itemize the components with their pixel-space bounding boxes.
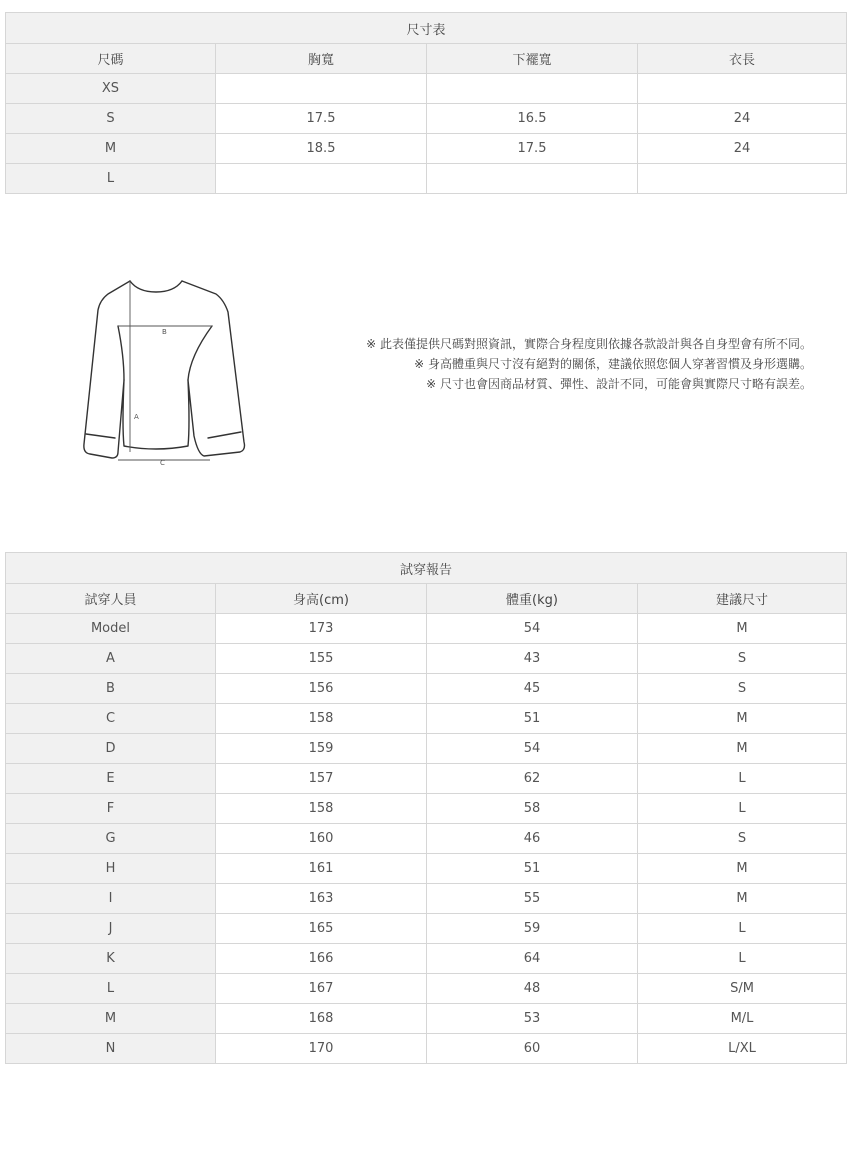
- row-label-cell: B: [6, 674, 216, 704]
- table-cell: M: [638, 884, 847, 914]
- table-cell: [638, 164, 847, 194]
- size-note-1: ※ 此表僅提供尺碼對照資訊，實際合身程度則依據各款設計與各自身型會有所不同。: [366, 337, 812, 351]
- table-cell: 59: [427, 914, 638, 944]
- fit-report-row: [6, 1004, 847, 1034]
- row-label-cell: F: [6, 794, 216, 824]
- table-cell: 18.5: [216, 134, 427, 164]
- table-cell: L: [638, 794, 847, 824]
- fit-report-row: [6, 854, 847, 884]
- table-cell: L: [638, 914, 847, 944]
- fit-report-row: [6, 914, 847, 944]
- row-label-cell: L: [6, 164, 216, 194]
- size-chart-header-chest: 胸寬: [216, 44, 427, 74]
- size-note-3: ※ 尺寸也會因商品材質、彈性、設計不同，可能會與實際尺寸略有誤差。: [426, 377, 812, 391]
- table-cell: 163: [216, 884, 427, 914]
- size-chart-header-length: 衣長: [638, 44, 847, 74]
- row-label-cell: M: [6, 134, 216, 164]
- fit-report-row: [6, 644, 847, 674]
- row-label-cell: E: [6, 764, 216, 794]
- table-cell: 60: [427, 1034, 638, 1064]
- table-cell: 157: [216, 764, 427, 794]
- table-cell: S: [638, 674, 847, 704]
- table-cell: M: [638, 854, 847, 884]
- measure-label-b: B: [162, 328, 167, 336]
- table-cell: 45: [427, 674, 638, 704]
- size-chart-title: 尺寸表: [6, 13, 847, 44]
- size-chart-row: [6, 134, 847, 164]
- table-cell: 55: [427, 884, 638, 914]
- table-cell: 58: [427, 794, 638, 824]
- table-cell: 168: [216, 1004, 427, 1034]
- table-cell: 46: [427, 824, 638, 854]
- table-cell: [427, 74, 638, 104]
- table-cell: 17.5: [427, 134, 638, 164]
- row-label-cell: A: [6, 644, 216, 674]
- table-cell: 173: [216, 614, 427, 644]
- table-cell: 24: [638, 134, 847, 164]
- table-cell: L: [638, 764, 847, 794]
- table-cell: S/M: [638, 974, 847, 1004]
- table-cell: 48: [427, 974, 638, 1004]
- fit-report-row: [6, 674, 847, 704]
- table-cell: 51: [427, 704, 638, 734]
- row-label-cell: G: [6, 824, 216, 854]
- fit-report-row: [6, 734, 847, 764]
- table-cell: 54: [427, 614, 638, 644]
- row-label-cell: D: [6, 734, 216, 764]
- table-cell: 43: [427, 644, 638, 674]
- row-label-cell: C: [6, 704, 216, 734]
- fit-report-header-row: [6, 584, 847, 614]
- size-chart-header-row: [6, 44, 847, 74]
- size-chart-title-row: [6, 13, 847, 44]
- table-cell: 158: [216, 794, 427, 824]
- table-cell: M: [638, 734, 847, 764]
- fit-report-row: [6, 884, 847, 914]
- fit-report-header-suggested-size: 建議尺寸: [638, 584, 847, 614]
- row-label-cell: J: [6, 914, 216, 944]
- fit-report-header-height: 身高(cm): [216, 584, 427, 614]
- table-cell: M: [638, 704, 847, 734]
- table-cell: [216, 164, 427, 194]
- table-cell: S: [638, 824, 847, 854]
- fit-report-title-row: [6, 553, 847, 584]
- size-chart-header-size: 尺碼: [6, 44, 216, 74]
- fit-report-row: [6, 974, 847, 1004]
- left-cuff-line: [86, 434, 115, 438]
- table-cell: 160: [216, 824, 427, 854]
- table-cell: 54: [427, 734, 638, 764]
- row-label-cell: Model: [6, 614, 216, 644]
- table-cell: M: [638, 614, 847, 644]
- fit-report-row: [6, 794, 847, 824]
- table-cell: L: [638, 944, 847, 974]
- table-cell: [427, 164, 638, 194]
- table-cell: 158: [216, 704, 427, 734]
- table-cell: L/XL: [638, 1034, 847, 1064]
- table-cell: [216, 74, 427, 104]
- fit-report-row: [6, 824, 847, 854]
- row-label-cell: K: [6, 944, 216, 974]
- size-chart-row: [6, 74, 847, 104]
- size-notes: [366, 334, 812, 394]
- right-cuff-line: [208, 432, 241, 438]
- fit-report-row: [6, 944, 847, 974]
- measure-label-a: A: [134, 413, 139, 421]
- table-cell: 53: [427, 1004, 638, 1034]
- neckline-outline: [130, 281, 182, 292]
- measure-label-c: C: [160, 459, 165, 466]
- row-label-cell: M: [6, 1004, 216, 1034]
- fit-report-title: 試穿報告: [6, 553, 847, 584]
- table-cell: 159: [216, 734, 427, 764]
- table-cell: 156: [216, 674, 427, 704]
- table-cell: 155: [216, 644, 427, 674]
- row-label-cell: S: [6, 104, 216, 134]
- table-cell: S: [638, 644, 847, 674]
- size-chart-row: [6, 104, 847, 134]
- fit-report-row: [6, 1034, 847, 1064]
- fit-report-row: [6, 764, 847, 794]
- table-cell: 64: [427, 944, 638, 974]
- table-cell: 165: [216, 914, 427, 944]
- size-chart-table: [5, 12, 847, 194]
- row-label-cell: I: [6, 884, 216, 914]
- row-label-cell: N: [6, 1034, 216, 1064]
- table-cell: 24: [638, 104, 847, 134]
- size-note-2: ※ 身高體重與尺寸沒有絕對的關係，建議依照您個人穿著習慣及身形選購。: [414, 357, 812, 371]
- table-cell: M/L: [638, 1004, 847, 1034]
- table-cell: 166: [216, 944, 427, 974]
- row-label-cell: H: [6, 854, 216, 884]
- row-label-cell: L: [6, 974, 216, 1004]
- fit-report-header-tester: 試穿人員: [6, 584, 216, 614]
- sweater-body-outline: [84, 281, 245, 458]
- table-cell: 16.5: [427, 104, 638, 134]
- row-label-cell: XS: [6, 74, 216, 104]
- fit-report-row: [6, 704, 847, 734]
- table-cell: 170: [216, 1034, 427, 1064]
- fit-report-header-weight: 體重(kg): [427, 584, 638, 614]
- table-cell: 161: [216, 854, 427, 884]
- size-chart-header-hem: 下襬寬: [427, 44, 638, 74]
- sweater-measurement-diagram: [78, 276, 250, 466]
- left-seam-line: [118, 326, 124, 380]
- fit-report-table: [5, 552, 847, 1064]
- table-cell: 17.5: [216, 104, 427, 134]
- size-chart-row: [6, 164, 847, 194]
- fit-report-row: [6, 614, 847, 644]
- table-cell: [638, 74, 847, 104]
- table-cell: 62: [427, 764, 638, 794]
- table-cell: 167: [216, 974, 427, 1004]
- right-seam-line: [188, 326, 212, 380]
- table-cell: 51: [427, 854, 638, 884]
